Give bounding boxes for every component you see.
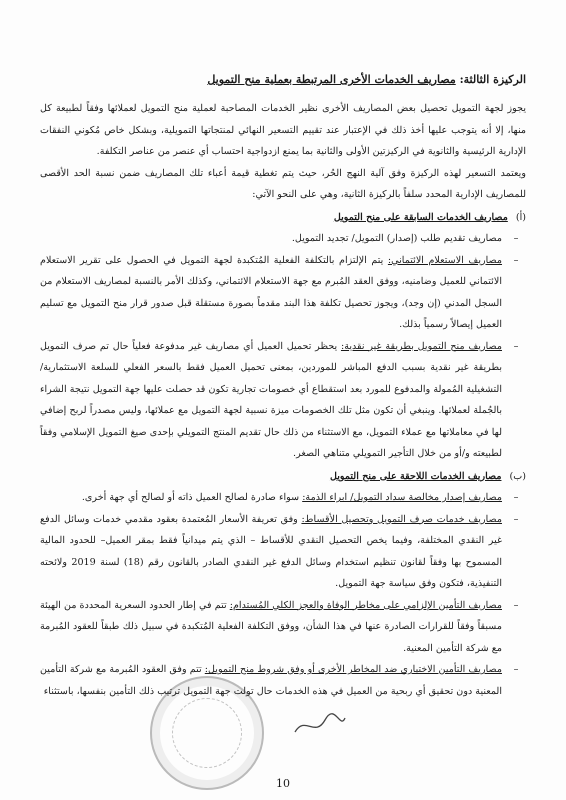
section-b-title: مصاريف الخدمات اللاحقة على منح التمويل bbox=[329, 470, 502, 482]
list-item: – مصاريف خدمات صرف التمويل وتحصيل الأقساط: وفق تعريفة الأسعار المُعتمدة بعقود مقدمي خدمات وسائل الدفع غير النقدي المختلفة، وفيما يخص التحصيل النقدي للأقساط – الذي يتم ميدانياً فقط بمقر العميل– للحدود المالية المسموح بها وفقاً لقانون تنظيم استخدام وسائل الدفع غير النقدي الصادر بالقانون رقم (18) لسنة 2019 ولائحته التنفيذية، فتكون وفق سياسة جهة التمويل. bbox=[40, 513, 519, 589]
list-item: – مصاريف إصدار مخالصة سداد التمويل/ ابراء الذمة: سواء صادرة لصالح العميل ذاته أو لصالح أي جهة أخرى. bbox=[81, 492, 519, 503]
title-prefix: الركيزة الثالثة: bbox=[459, 73, 526, 86]
section-a-title: مصاريف الخدمات السابقة على منح التمويل bbox=[333, 211, 508, 223]
intro-paragraph-2: ويعتمد التسعير لهذه الركيزة وفق آلية النهج الحُر، حيث يتم تغطية قيمة أعباء تلك المصاريف ضمن نسبة الحد الأقصى للمصاريف الإدارية المحدد سلفاً بالركيزة الثانية، وهي على النحو الآتي: bbox=[40, 167, 526, 200]
title-main: مصاريف الخدمات الأخرى المرتبطة بعملية منح التمويل bbox=[207, 73, 456, 86]
section-b-label: (ب) bbox=[509, 470, 526, 482]
list-item: – مصاريف التأمين الإلزامي على مخاطر الوفاة والعجز الكلي المُستدام: تتم في إطار الحدود السعرية المحددة من الهيئة مسبقاً وفقاً للقرارات الصادرة عنها في هذا الشأن، ووفق التكلفة الفعلية المُتكبدة في سبيل ذلك طبقاً للعقود المُبرمة مع شركة التأمين المعنية. bbox=[40, 599, 519, 654]
official-stamp bbox=[150, 676, 264, 790]
section-b-heading bbox=[40, 466, 526, 488]
section-a-heading bbox=[40, 207, 526, 229]
section-a-label: (أ) bbox=[515, 211, 526, 223]
list-item: – مصاريف الاستعلام الائتماني: يتم الإلتزام بالتكلفة الفعلية المُتكبدة لجهة التمويل في الحصول على تقرير الاستعلام الائتماني للعميل وضامنيه، ووفق العقد المُبرم مع جهة الاستعلام الائتماني، وكذلك الأمر بالنسبة لمصاريف الاستعلام من السجل المدني (إن وجد)، ويجوز تحصيل تكلفة هذا البند مقدماً بصورة مستقلة قبل صدور قرار منح التمويل مع تسليم العميل إيصالاً رسمياً بذلك. bbox=[40, 254, 519, 330]
signature bbox=[290, 710, 350, 740]
list-item: – مصاريف تقديم طلب (إصدار) التمويل/ تجديد التمويل. bbox=[291, 233, 519, 244]
document-page bbox=[40, 70, 526, 780]
page-number: 10 bbox=[276, 777, 290, 790]
page-title bbox=[40, 70, 526, 90]
intro-paragraph: يجوز لجهة التمويل تحصيل بعض المصاريف الأخرى نظير الخدمات المصاحبة لعملية منح التمويل لعملائها وفقاً لطبيعة كل منها، إلا أنه يتوجب عليها أخذ ذلك في الإعتبار عند تقييم التسعير النهائي لمنتجاتها التمويلية، وبشكل خاص مُكوني النفقات الإدارية الرئيسية والثانوية في الركيزتين الأولى والثانية بما يمنع ازدواجية احتساب أي عنصر من عناصر التكلفة. bbox=[40, 103, 526, 157]
list-item: – مصاريف منح التمويل بطريقة غير نقدية: يحظر تحميل العميل أي مصاريف غير مدفوعة فعلياً حال تم صرف التمويل بطريقة غير نقدية بسبب الدفع المباشر للموردين، بمعنى تحميل العميل فقط بالسعر الفعلي للسلعة الاستثمارية/ التشغيلية المُمولة والمدفوع للمورد بعد استقطاع أي خصومات تجارية تكون قد حصلت عليها جهة التمويل نتيجة الشراء بالجُملة لعملائها. وينبغي أن تكون مثل تلك الخصومات ميزة نسبية لجهة التمويل مع عملائها، وليس مصدراً لربح إضافي لها في معاملاتها مع عملاء التمويل، مع الاستثناء من ذلك حال تقديم المنتج التمويلي بإحدى صيغ التمويل الإسلامي وفقاً لطبيعته و/أو من خلال التأجير التمويلي متناهي الصغر. bbox=[40, 340, 519, 459]
list-item: – مصاريف التأمين الاختياري ضد المخاطر الأخرى أو وفق شروط منح التمويل: تتم وفق العقود المُبرمة مع شركة التأمين المعنية دون تحقيق أي ربحية من العميل في هذه الخدمات حال تولت جهة التمويل ترتيب ذلك التأمين بنفسها، باستثناء bbox=[40, 664, 519, 697]
